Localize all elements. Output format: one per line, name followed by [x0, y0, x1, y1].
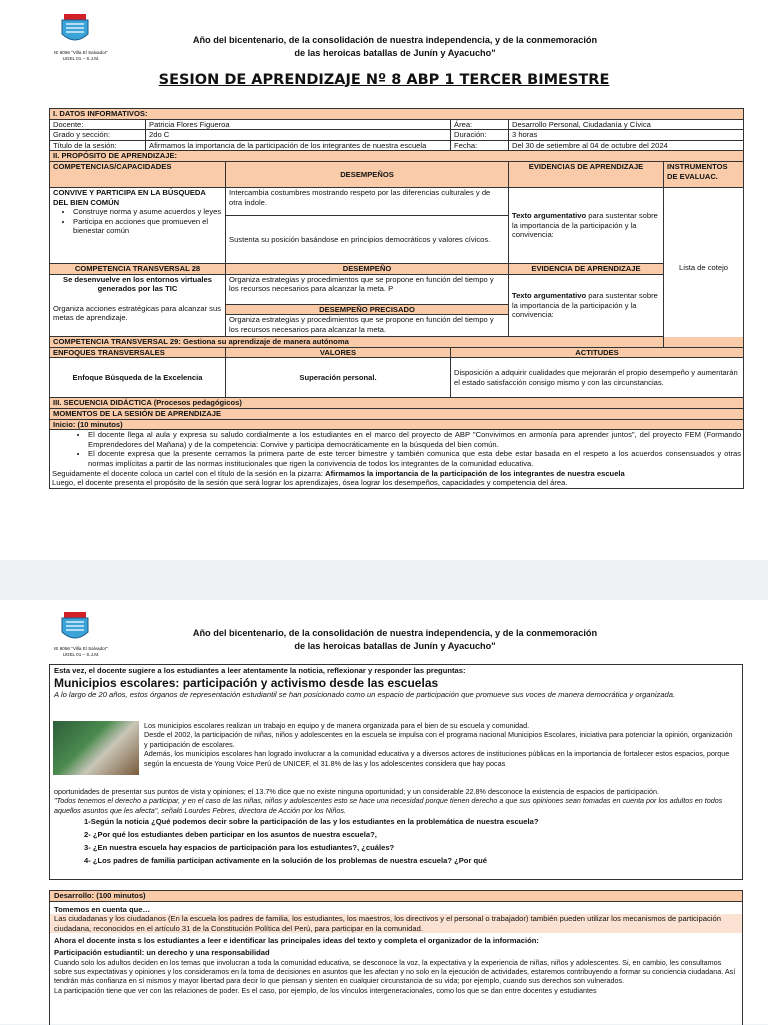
questions-list	[54, 815, 738, 867]
section-secuencia: III. SECUENCIA DIDÁCTICA (Procesos pedagógicos)	[50, 398, 744, 409]
news-quote: "Todos tenemos el derecho a participar, y en el caso de las niñas, niños y adolescentes esto se hace una necesidad porque tienen derecho a que sus opiniones sean tomadas en cuenta por los adultos en todos aquellos asuntos que les afecta", señaló Lourdes Febres, directora de Acción por los Niños.	[54, 796, 723, 815]
section-datos: I. DATOS INFORMATIVOS:	[50, 109, 744, 120]
desempeno-1: Intercambia costumbres mostrando respeto por las diferencias culturales y de otra índole.	[226, 187, 509, 215]
header-enfoques: ENFOQUES TRANSVERSALES	[50, 347, 226, 358]
ahora-text: Ahora el docente insta s los estudiantes a leer e identificar las principales ideas del texto y completa el organizador de la información:	[54, 936, 539, 946]
session-table	[49, 108, 744, 489]
label-fecha: Fecha:	[451, 140, 509, 151]
ct28-title: Se desenvuelve en los entornos virtuales generados por las TIC	[63, 274, 212, 294]
desarrollo-box	[49, 890, 743, 1025]
section-proposito: II. PROPÓSITO DE APRENDIZAJE:	[50, 151, 744, 162]
news-paragraph: Los municipios escolares realizan un trabajo en equipo y de manera organizada para el bien de su escuela y comunidad.	[144, 721, 530, 730]
header-competencias: COMPETENCIAS/CAPACIDADES	[50, 161, 226, 187]
label-area: Área:	[451, 119, 509, 130]
tomemos-label: Tomemos en cuenta que…	[54, 904, 151, 914]
header-evidencia: EVIDENCIA DE APRENDIZAJE	[509, 263, 664, 274]
header-desempeno-precisado: DESEMPEÑO PRECISADO	[226, 304, 509, 315]
desempeno-3: Organiza estrategias y procedimientos que se propone en función del tiempo y los recursos necesarios para alcanzar la meta. P	[226, 274, 509, 304]
label-titulo: Título de la sesión:	[50, 140, 146, 151]
header-ct29: COMPETENCIA TRANSVERSAL 29: Gestiona su aprendizaje de manera autónoma	[50, 337, 744, 348]
session-title: SESION DE APRENDIZAJE Nº 8 ABP 1 TERCER BIMESTRE	[158, 72, 610, 88]
question-item: 4- ¿Los padres de familia participan activamente en la solución de los problemas de nuestra escuela? ¿Por qué	[84, 856, 488, 866]
question-item: 3- ¿En nuestra escuela hay espacios de participación para los estudiantes?, ¿cuáles?	[84, 843, 395, 853]
school-name: IE 6066 "Villa El Salvador" UGEL 01 – S.J.M.	[54, 50, 108, 61]
seguidamente-text: Seguidamente el docente coloca un cartel con el título de la sesión en la pizarra: Afirmamos la importancia de la participación de los integrantes de nuestra escuela	[52, 468, 625, 478]
header-instrumentos: INSTRUMENTOS DE EVALUAC.	[664, 161, 744, 187]
tomemos-text: Las ciudadanas y los ciudadanos (En la escuela los padres de familia, los estudiantes, los maestros, los directivos y el personal o trabajador) también pueden utilizar los mecanismos de participación ciudadana, reconocidos en el artículo 31 de la Constitución Política del Perú, para participar en la comunidad.	[50, 914, 742, 933]
value-titulo: Afirmamos la importancia de la participación de los integrantes de nuestra escuela	[146, 140, 451, 151]
ct28-organiza: Organiza acciones estratégicas para alcanzar sus metas de aprendizaje.	[53, 303, 221, 323]
news-box	[49, 664, 743, 880]
list-item: • El docente llega al aula y expresa su saludo cordialmente a los estudiantes en el marco del proyecto de ABP "Convivimos en armonía para aprender juntos", del proyecto FEM (Formando Emprendedores del Mañana) y de la competencia: Convive y participa democráticamente en la búsqueda del bien común.	[88, 430, 741, 449]
school-crest-icon	[58, 610, 92, 644]
ct28-cell	[50, 274, 226, 337]
inicio-header: Inicio: (10 minutos)	[50, 419, 744, 430]
header-ct28: COMPETENCIA TRANSVERSAL 28	[50, 263, 226, 274]
momentos-header: MOMENTOS DE LA SESIÓN DE APRENDIZAJE	[50, 408, 744, 419]
instrumento-cell: Lista de cotejo	[664, 187, 744, 347]
list-item: • Construye norma y asume acuerdos y leyes	[73, 207, 222, 217]
value-docente: Patricia Flores Figueroa	[146, 119, 451, 130]
header-desempeno: DESEMPEÑO	[226, 263, 509, 274]
news-photo	[53, 721, 139, 775]
inicio-list	[52, 430, 741, 468]
value-duracion: 3 horas	[509, 130, 744, 141]
value-area: Desarrollo Personal, Ciudadanía y Cívica	[509, 119, 744, 130]
header-desempenos: DESEMPEÑOS	[226, 161, 509, 187]
news-paragraph: Además, los municipios escolares han logrado involucrar a la comunidad educativa y a diversos actores de instituciones públicas en la importancia de fortalecer estos espacios, porque según la encuesta de Young Voice Perú de UNICEF, el 31.8% de las y los adolescentes considera que hay pocas	[144, 749, 730, 768]
news-subtitle: A lo largo de 20 años, estos órganos de representación estudiantil se han posicionado como un espacio de participación que promueve sus voces de manera democrática y organizada.	[54, 689, 676, 699]
list-item: • Participa en acciones que promueven el bienestar común	[73, 217, 222, 236]
list-item: • El docente expresa que la presente cerramos la primera parte de este tercer bimestre y también comunica que esta debe estar basada en el respeto a los acuerdos consensuados y otras normas implícitas a partir de las normas institucionales que rigen la convivencia de todos los integrantes de la comunidad educativa.	[88, 449, 741, 468]
question-item: 2- ¿Por qué los estudiantes deben participar en los asuntos de nuestra escuela?,	[84, 830, 377, 840]
news-intro: Esta vez, el docente sugiere a los estudiantes a leer atentamente la noticia, reflexionar y responder las preguntas:	[54, 666, 466, 675]
participacion-text: Cuando solo los adultos deciden en los temas que involucran a toda la comunidad educativa, se desconoce la voz, la expectativa y la experiencia de niñas, niños y adolescentes. Si, en cambio, les consultamos sobre sus expectativas y opiniones y los consideramos en la toma de decisiones en asuntos que les afectan y no solo en la ejecución de actividades, estaremos contribuyendo a formar su conciencia ciudadana. Así tendrán más confianza en sí mismos y mayor libertad para decir lo que piensan y sienten en cualquier circunstancia de su vida; por ejemplo, cuando sus derechos son vulnerados.	[54, 957, 736, 986]
desempeno-2: Sustenta su posición basándose en principios democráticos y valores cívicos.	[226, 215, 509, 263]
news-title: Municipios escolares: participación y activismo desde las escuelas	[54, 675, 439, 690]
desarrollo-header: Desarrollo: (100 minutos)	[50, 891, 742, 902]
label-grado: Grado y sección:	[50, 130, 146, 141]
label-duracion: Duración:	[451, 130, 509, 141]
valor-cell: Superación personal.	[226, 358, 451, 398]
inicio-body	[50, 430, 744, 489]
evidencia-1: Texto argumentativo para sustentar sobre la importancia de la participación y la convivencia:	[509, 187, 664, 263]
value-grado: 2do C	[146, 130, 451, 141]
participacion-title: Participación estudiantil: un derecho y una responsabilidad	[54, 947, 270, 957]
year-banner: Año del bicentenario, de la consolidación de nuestra independencia, y de la conmemoración de las heroicas batallas de Junín y Ayacucho"	[192, 628, 598, 651]
news-body-continued	[54, 787, 738, 867]
news-paragraph: Desde el 2002, la participación de niñas, niños y adolescentes en la escuela se impulsa con el programa nacional Municipios Escolares, iniciativa para potenciar la opinión, organización y participación de escolares.	[144, 730, 733, 749]
news-paragraph: oportunidades de presentar sus puntos de vista y opiniones; el 13.7% dice que no existe ninguna oportunidad; y un considerable 22.8% desconoce la existencia de espacios de participación.	[54, 787, 659, 796]
actitud-cell: Disposición a adquirir cualidades que mejorarán el propio desempeño y aumentarán el estado satisfacción consigo mismo y con las circunstancias.	[451, 358, 744, 398]
value-fecha: Del 30 de setiembre al 04 de octubre del 2024	[509, 140, 744, 151]
desempeno-4: Organiza estrategias y procedimientos que se propone en función del tiempo y los recursos necesarios para alcanzar la meta.	[226, 315, 509, 337]
school-crest-icon	[58, 12, 92, 46]
enfoque-cell: Enfoque Búsqueda de la Excelencia	[50, 358, 226, 398]
evidencia-2: Texto argumentativo para sustentar sobre la importancia de la participación y la convivencia:	[509, 274, 664, 337]
header-valores: VALORES	[226, 347, 451, 358]
participacion-text-2: La participación tiene que ver con las relaciones de poder. Es el caso, por ejemplo, de los vínculos intergeneracionales, como los que se dan entre docentes y estudiantes	[54, 985, 597, 995]
school-name: IE 6066 "Villa El Salvador" UGEL 01 – S.J.M.	[54, 646, 108, 657]
competencia-title: CONVIVE Y PARTICIPA EN LA BÚSQUEDA DEL BIEN COMÚN	[53, 187, 206, 207]
header-actitudes: ACTITUDES	[451, 347, 744, 358]
competencia-cell	[50, 187, 226, 263]
news-body	[144, 721, 738, 768]
luego-text: Luego, el docente presenta el propósito de la sesión que será lograr los aprendizajes, ósea lograr los desempeños, capacidades y competencia del área.	[52, 478, 568, 488]
capacidades-list	[53, 207, 222, 236]
header-evidencias: EVIDENCIAS DE APRENDIZAJE	[509, 161, 664, 187]
question-item: 1-Según la noticia ¿Qué podemos decir sobre la participación de las y los estudiantes en la problemática de nuestra escuela?	[84, 817, 539, 827]
label-docente: Docente:	[50, 119, 146, 130]
year-banner: Año del bicentenario, de la consolidación de nuestra independencia, y de la conmemoración de las heroicas batallas de Junín y Ayacucho"	[192, 35, 598, 58]
